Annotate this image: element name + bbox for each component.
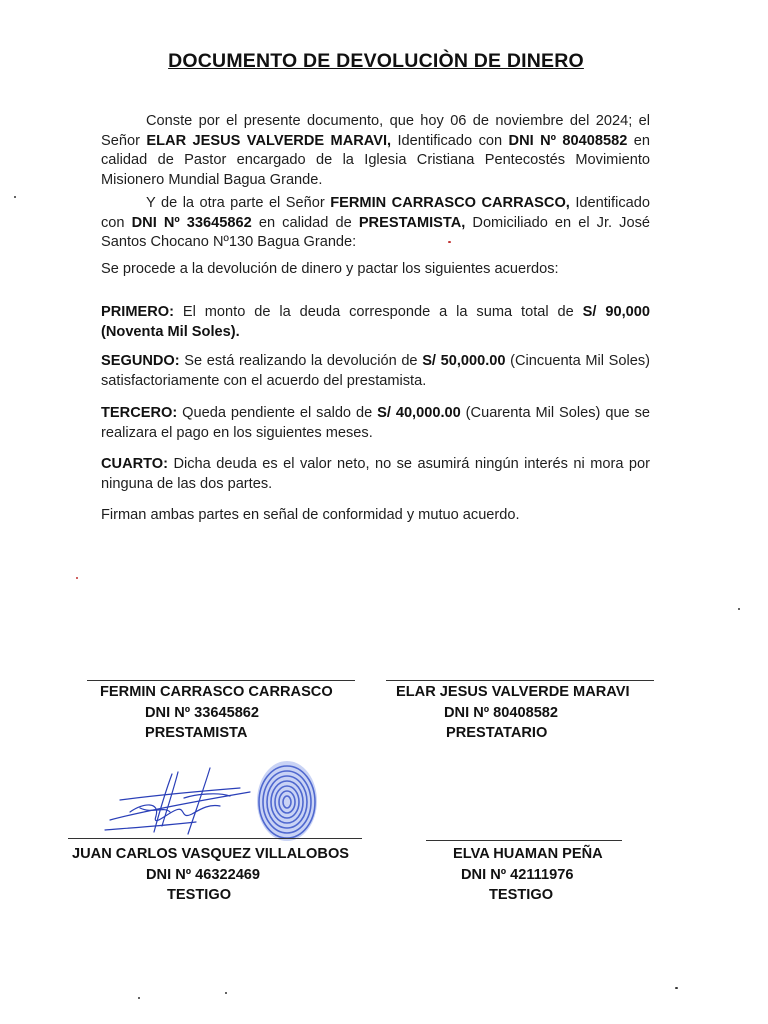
intro-paragraph: Conste por el presente documento, que hoy 06 de noviembre del 2024; el Señor ELAR JESUS VALVERDE MARAVI, Identificado con DNI Nº 80408582 en calidad de Pastor encargado de la Iglesia Cristiana Pentecostés Movimiento Misionero Mundial Bagua Grande.	[101, 113, 650, 188]
fingerprint-stamp	[252, 758, 322, 844]
witness1-signature-line	[68, 838, 362, 839]
procede-paragraph: Se procede a la devolución de dinero y pactar los siguientes acuerdos:	[101, 261, 559, 277]
scan-speck	[738, 608, 740, 610]
scan-speck	[14, 196, 16, 198]
witness2-dni: DNI Nº 42111976	[461, 866, 574, 883]
clause-primero: PRIMERO: El monto de la deuda corresponde a la suma total de S/ 90,000 (Noventa Mil Soles).	[101, 304, 650, 340]
scan-speck	[675, 987, 678, 989]
lender-role: PRESTAMISTA	[145, 725, 248, 741]
clause-cuarto: CUARTO: Dicha deuda es el valor neto, no se asumirá ningún interés ni mora por ninguna de las dos partes.	[101, 456, 650, 492]
borrower-name: ELAR JESUS VALVERDE MARAVI	[396, 684, 630, 700]
witness2-role: TESTIGO	[489, 887, 554, 903]
borrower-signature-line	[386, 680, 654, 681]
witness1-role: TESTIGO	[167, 887, 232, 903]
witness2-name: ELVA HUAMAN PEÑA	[453, 846, 603, 862]
witness2-signature-line	[426, 840, 622, 841]
borrower-dni: DNI Nº 80408582	[444, 704, 559, 721]
other-party-paragraph: Y de la otra parte el Señor FERMIN CARRASCO CARRASCO, Identificado con DNI Nº 33645862 en calidad de PRESTAMISTA, Domiciliado en el Jr. José Santos Chocano Nº130 Bagua Grande:	[101, 195, 651, 250]
witness1-block	[72, 844, 349, 906]
lender-name: FERMIN CARRASCO CARRASCO	[100, 684, 333, 700]
document-title: DOCUMENTO DE DEVOLUCIÒN DE DINERO	[168, 50, 584, 72]
witness2-block	[453, 844, 603, 906]
clause-segundo: SEGUNDO: Se está realizando la devolución de S/ 50,000.00 (Cincuenta Mil Soles) satisfactoriamente con el acuerdo del prestamista.	[101, 353, 650, 389]
scan-speck	[225, 992, 227, 994]
closing-paragraph: Firman ambas partes en señal de conformidad y mutuo acuerdo.	[101, 507, 520, 523]
scan-speck	[138, 997, 140, 999]
witness1-dni: DNI Nº 46322469	[146, 866, 261, 883]
lender-signature-line	[87, 680, 355, 681]
lender-block	[100, 682, 333, 744]
witness-handwritten-signature	[100, 762, 260, 842]
borrower-block	[396, 682, 630, 744]
clause-tercero: TERCERO: Queda pendiente el saldo de S/ 40,000.00 (Cuarenta Mil Soles) que se realizara el pago en los siguientes meses.	[101, 405, 650, 441]
witness1-name: JUAN CARLOS VASQUEZ VILLALOBOS	[72, 846, 350, 862]
lender-dni: DNI Nº 33645862	[145, 704, 260, 721]
borrower-role: PRESTATARIO	[446, 725, 548, 741]
scan-speck	[76, 577, 78, 579]
scan-speck	[448, 241, 451, 243]
